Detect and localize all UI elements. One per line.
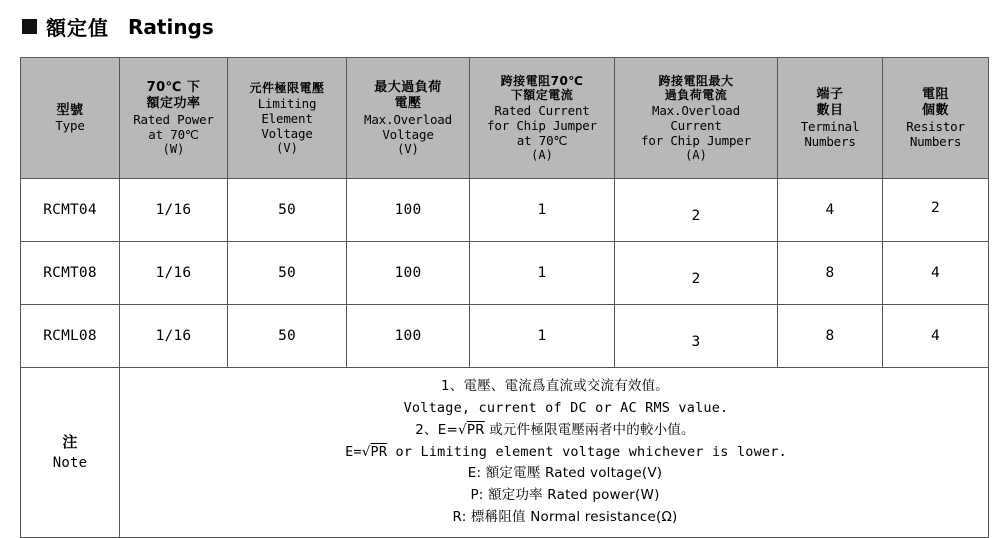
cell-rated-current-chip-jumper: 1	[470, 179, 615, 242]
column-header-resistor-numbers-en1: Resistor	[906, 118, 965, 134]
column-header-terminal-numbers-en1: Terminal	[800, 118, 860, 134]
column-header-limiting-element-voltage-en2: Element	[261, 110, 313, 126]
note-label-en: Note	[52, 455, 88, 472]
cell-type: RCML08	[21, 305, 120, 368]
column-header-max-overload-current-chip-jumper	[615, 58, 778, 179]
note-line-4-suffix: or Limiting element voltage whichever is lower.	[387, 443, 787, 460]
cell-rated-power: 1/16	[120, 242, 228, 305]
note-label-cn: 注	[62, 432, 78, 451]
note-line-4	[132, 442, 978, 464]
cell-limiting-element-voltage: 50	[228, 242, 347, 305]
table-header	[21, 58, 989, 179]
cell-limiting-element-voltage: 50	[228, 305, 347, 368]
cell-limiting-element-voltage: 50	[228, 179, 347, 242]
column-header-max-overload-voltage-cn2: 電壓	[394, 95, 422, 111]
table-row	[21, 305, 989, 368]
column-header-limiting-element-voltage-cn1: 元件極限電壓	[249, 80, 325, 95]
column-header-max-overload-current-unit: (A)	[685, 147, 707, 162]
column-header-max-overload-current-en3: for Chip Jumper	[641, 132, 751, 148]
black-square-icon	[22, 19, 37, 34]
page-title-en: Ratings	[128, 14, 214, 39]
column-header-type	[21, 58, 120, 179]
column-header-max-overload-current-en1: Max.Overload	[652, 102, 740, 118]
column-header-rated-current-cn2: 下額定電流	[510, 88, 574, 103]
column-header-limiting-element-voltage-en1: Limiting	[257, 95, 317, 111]
table-header-row	[21, 58, 989, 179]
column-header-resistor-numbers-cn1: 電阻	[921, 87, 949, 103]
column-header-rated-current-unit: (A)	[531, 147, 553, 162]
column-header-rated-current-en3: at 70℃	[516, 132, 568, 148]
column-header-terminal-numbers	[778, 58, 883, 179]
column-header-max-overload-current-cn2: 過負荷電流	[664, 88, 728, 103]
note-body	[120, 368, 989, 538]
note-line-5: E: 額定電壓 Rated voltage(V)	[467, 465, 663, 482]
column-header-max-overload-voltage	[347, 58, 470, 179]
table-row	[21, 242, 989, 305]
column-header-rated-current-cn1: 跨接電阻70℃	[500, 73, 584, 88]
column-header-max-overload-voltage-en1: Max.Overload	[364, 111, 452, 127]
column-header-rated-current-chip-jumper	[470, 58, 615, 179]
column-header-limiting-element-voltage-en3: Voltage	[261, 125, 313, 141]
cell-resistor-numbers: 2	[883, 179, 989, 242]
column-header-rated-power-en1: Rated Power	[133, 111, 214, 127]
note-line-4-radicand: PR	[370, 443, 388, 460]
column-header-max-overload-current-en2: Current	[670, 117, 722, 133]
column-header-limiting-element-voltage	[228, 58, 347, 179]
note-line-4-prefix: E=	[345, 443, 362, 460]
column-header-terminal-numbers-cn1: 端子	[816, 87, 844, 103]
note-line-7: R: 標稱阻值 Normal resistance(Ω)	[452, 509, 678, 526]
column-header-max-overload-current-cn1: 跨接電阻最大	[658, 73, 734, 88]
column-header-type-cn: 型號	[56, 102, 84, 118]
cell-terminal-numbers: 8	[778, 242, 883, 305]
column-header-type-en: Type	[55, 118, 85, 134]
note-line-2: Voltage, current of DC or AC RMS value.	[403, 399, 729, 416]
column-header-rated-power-en2: at 70℃	[148, 126, 199, 142]
note-line-3	[132, 420, 978, 442]
note-line-3-prefix: 2、E=	[415, 421, 458, 438]
radical-icon: √	[361, 443, 371, 460]
table-body	[21, 179, 989, 538]
column-header-terminal-numbers-cn2: 數目	[816, 103, 844, 118]
column-header-rated-current-en2: for Chip Jumper	[487, 117, 597, 133]
cell-max-overload-voltage: 100	[347, 179, 470, 242]
cell-resistor-numbers: 4	[883, 305, 989, 368]
note-line-6: P: 額定功率 Rated power(W)	[470, 487, 660, 504]
cell-rated-current-chip-jumper: 1	[470, 305, 615, 368]
column-header-resistor-numbers-cn2: 個數	[921, 103, 949, 118]
cell-max-overload-voltage: 100	[347, 305, 470, 368]
table-row	[21, 179, 989, 242]
column-header-rated-power-unit: (W)	[162, 141, 185, 156]
column-header-max-overload-voltage-unit: (V)	[397, 141, 419, 156]
note-row	[21, 368, 989, 538]
cell-rated-power: 1/16	[120, 305, 228, 368]
cell-terminal-numbers: 8	[778, 305, 883, 368]
page-title	[12, 12, 981, 41]
column-header-rated-current-en1: Rated Current	[494, 102, 590, 118]
cell-type: RCMT08	[21, 242, 120, 305]
cell-max-overload-current-chip-jumper: 2	[615, 242, 778, 305]
ratings-table	[20, 57, 989, 538]
column-header-limiting-element-voltage-unit: (V)	[276, 140, 298, 155]
note-line-1: 1、電壓、電流爲直流或交流有效值。	[441, 378, 669, 394]
radical-icon: √	[458, 421, 467, 438]
column-header-resistor-numbers	[883, 58, 989, 179]
cell-max-overload-current-chip-jumper: 3	[615, 305, 778, 368]
column-header-rated-power-cn2: 額定功率	[146, 95, 201, 111]
column-header-rated-power	[120, 58, 228, 179]
note-line-3-radicand: PR	[466, 421, 485, 438]
cell-rated-current-chip-jumper: 1	[470, 242, 615, 305]
cell-rated-power: 1/16	[120, 179, 228, 242]
note-label	[21, 368, 120, 538]
cell-type: RCMT04	[21, 179, 120, 242]
column-header-max-overload-voltage-en2: Voltage	[382, 126, 434, 142]
column-header-resistor-numbers-en2: Numbers	[909, 133, 962, 149]
note-line-3-suffix: 或元件極限電壓兩者中的較小值。	[484, 421, 695, 438]
cell-max-overload-current-chip-jumper: 2	[615, 179, 778, 242]
column-header-rated-power-cn1: 70℃ 下	[146, 79, 201, 95]
column-header-terminal-numbers-en2: Numbers	[804, 133, 856, 149]
column-header-max-overload-voltage-cn1: 最大過負荷	[374, 79, 442, 95]
page-title-cn: 額定值	[46, 16, 109, 40]
cell-max-overload-voltage: 100	[347, 242, 470, 305]
cell-resistor-numbers: 4	[883, 242, 989, 305]
cell-terminal-numbers: 4	[778, 179, 883, 242]
